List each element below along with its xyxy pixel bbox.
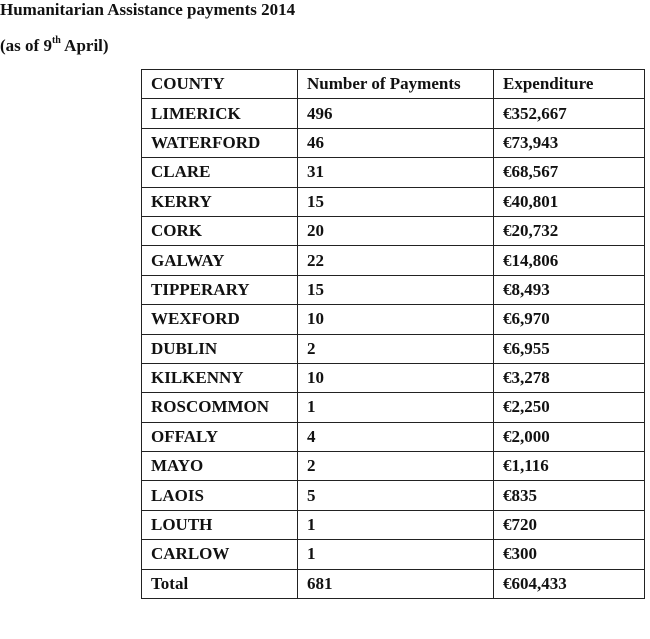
expenditure-cell: €73,943 bbox=[494, 128, 645, 157]
table-row bbox=[142, 128, 645, 157]
payments-cell: 15 bbox=[298, 187, 494, 216]
county-cell: KERRY bbox=[142, 187, 298, 216]
expenditure-cell: €1,116 bbox=[494, 452, 645, 481]
payments-cell: 2 bbox=[298, 334, 494, 363]
county-cell: TIPPERARY bbox=[142, 275, 298, 304]
expenditure-cell: €2,000 bbox=[494, 422, 645, 451]
expenditure-cell: €720 bbox=[494, 510, 645, 539]
county-cell: LOUTH bbox=[142, 510, 298, 539]
county-cell: KILKENNY bbox=[142, 363, 298, 392]
payments-cell: 20 bbox=[298, 216, 494, 245]
payments-cell: 10 bbox=[298, 305, 494, 334]
document-title: Humanitarian Assistance payments 2014 bbox=[0, 0, 296, 19]
county-cell: CLARE bbox=[142, 158, 298, 187]
payments-cell: 1 bbox=[298, 393, 494, 422]
county-cell: OFFALY bbox=[142, 422, 298, 451]
subtitle-prefix: (as of 9 bbox=[0, 36, 52, 55]
payments-cell: 2 bbox=[298, 452, 494, 481]
table-row bbox=[142, 363, 645, 392]
table-row bbox=[142, 540, 645, 569]
table-row bbox=[142, 187, 645, 216]
table-row bbox=[142, 158, 645, 187]
payments-cell: 31 bbox=[298, 158, 494, 187]
payments-cell: 4 bbox=[298, 422, 494, 451]
table-row bbox=[142, 452, 645, 481]
subtitle-suffix: April) bbox=[60, 36, 109, 55]
payments-cell: 15 bbox=[298, 275, 494, 304]
expenditure-cell: €14,806 bbox=[494, 246, 645, 275]
county-cell: CORK bbox=[142, 216, 298, 245]
expenditure-cell: €3,278 bbox=[494, 363, 645, 392]
expenditure-cell: €2,250 bbox=[494, 393, 645, 422]
expenditure-cell: €352,667 bbox=[494, 99, 645, 128]
expenditure-cell: €6,955 bbox=[494, 334, 645, 363]
expenditure-cell: €68,567 bbox=[494, 158, 645, 187]
expenditure-cell: €8,493 bbox=[494, 275, 645, 304]
payments-cell: 5 bbox=[298, 481, 494, 510]
table-row bbox=[142, 246, 645, 275]
document-subtitle bbox=[0, 36, 109, 56]
expenditure-cell: €300 bbox=[494, 540, 645, 569]
table-row bbox=[142, 481, 645, 510]
payments-cell: 46 bbox=[298, 128, 494, 157]
county-cell: WEXFORD bbox=[142, 305, 298, 334]
payments-cell: 10 bbox=[298, 363, 494, 392]
county-cell: GALWAY bbox=[142, 246, 298, 275]
county-cell: CARLOW bbox=[142, 540, 298, 569]
county-cell: DUBLIN bbox=[142, 334, 298, 363]
table-row bbox=[142, 275, 645, 304]
expenditure-cell: €6,970 bbox=[494, 305, 645, 334]
payments-cell: 1 bbox=[298, 510, 494, 539]
total-payments: 681 bbox=[298, 569, 494, 598]
payments-cell: 1 bbox=[298, 540, 494, 569]
county-cell: MAYO bbox=[142, 452, 298, 481]
county-cell: ROSCOMMON bbox=[142, 393, 298, 422]
county-cell: LIMERICK bbox=[142, 99, 298, 128]
table-row bbox=[142, 393, 645, 422]
table-row bbox=[142, 510, 645, 539]
table-total-row bbox=[142, 569, 645, 598]
table-row bbox=[142, 216, 645, 245]
header-expenditure: Expenditure bbox=[494, 70, 645, 99]
table-row bbox=[142, 99, 645, 128]
table-row bbox=[142, 334, 645, 363]
expenditure-cell: €20,732 bbox=[494, 216, 645, 245]
table-row bbox=[142, 422, 645, 451]
county-cell: WATERFORD bbox=[142, 128, 298, 157]
table-row bbox=[142, 305, 645, 334]
total-label: Total bbox=[142, 569, 298, 598]
payments-cell: 496 bbox=[298, 99, 494, 128]
expenditure-cell: €835 bbox=[494, 481, 645, 510]
payments-table bbox=[141, 69, 645, 599]
table-body bbox=[142, 99, 645, 569]
table-header-row bbox=[142, 70, 645, 99]
payments-cell: 22 bbox=[298, 246, 494, 275]
expenditure-cell: €40,801 bbox=[494, 187, 645, 216]
header-number-of-payments: Number of Payments bbox=[298, 70, 494, 99]
header-county: COUNTY bbox=[142, 70, 298, 99]
county-cell: LAOIS bbox=[142, 481, 298, 510]
total-expenditure: €604,433 bbox=[494, 569, 645, 598]
subtitle-superscript: th bbox=[51, 35, 61, 47]
